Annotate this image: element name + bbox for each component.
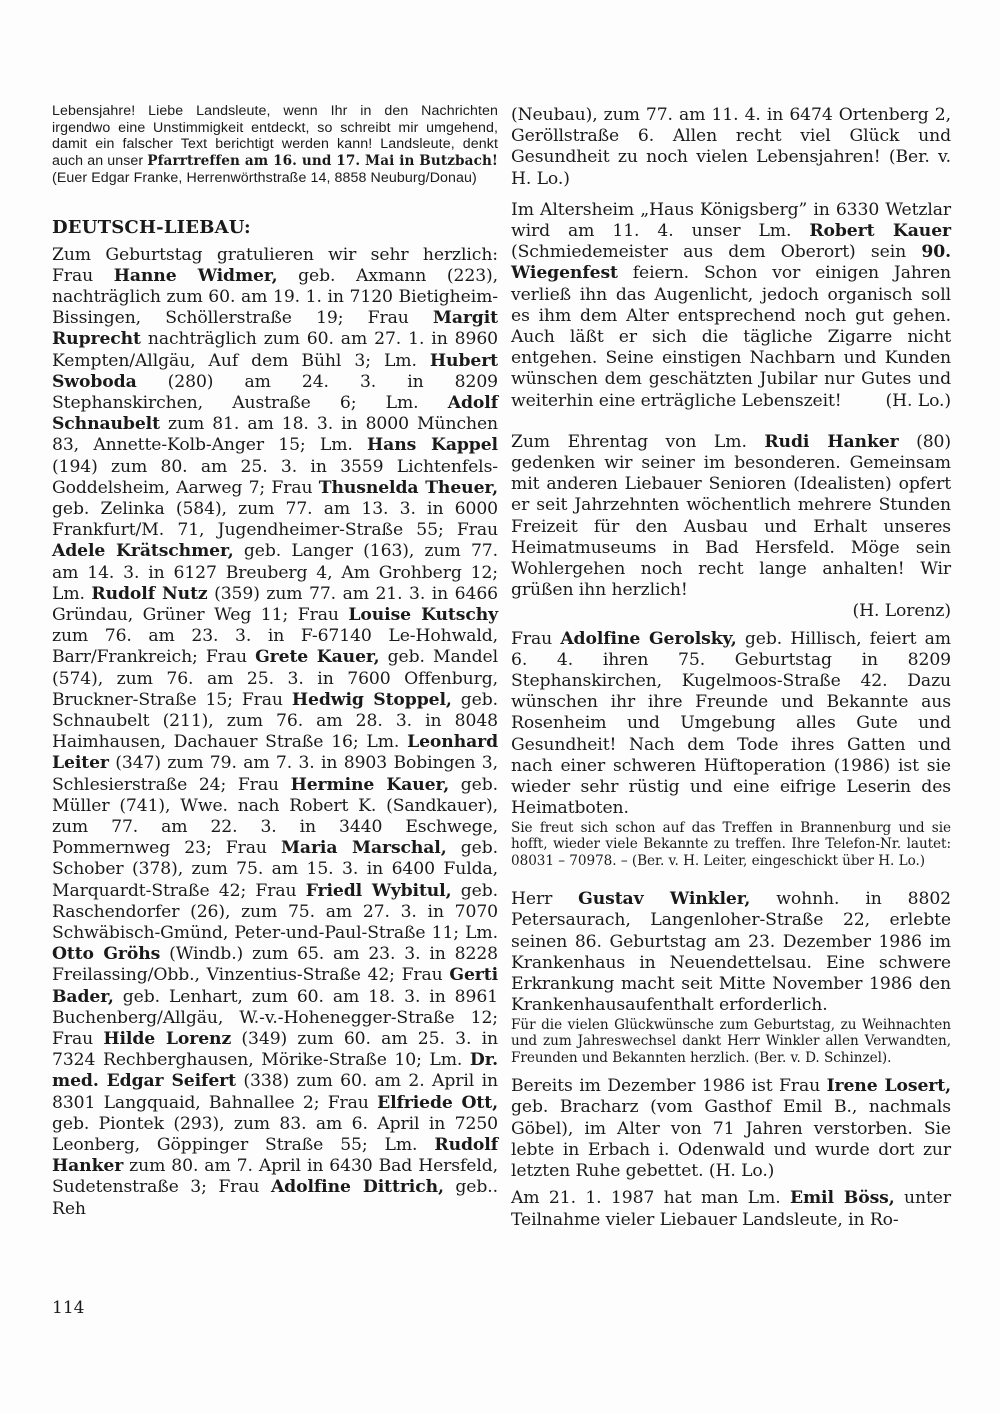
text: geb. Müller (741), Wwe. nach Robert K. (Sandkauer), zum 77. am 22. 3. in 3440 Eschwege, Pommernweg 23; Frau xyxy=(52,774,498,859)
text: wohnh. in 8802 Petersaurach, Langenloher-Straße 22, erlebte seinen 86. Geburtstag am 23. Dezember 1986 im Krankenhaus in Neuendettelsau. Eine schwere Erkrankung macht seit Mitte November 1986 den Krankenhausaufenthalt erforderlich. xyxy=(511,889,951,1016)
person-name: Hans Kappel xyxy=(367,435,498,456)
text: geb. Zelinka (584), zum 77. am 13. 3. in 6000 Frankfurt/M. 71, Jugendheimer-Straße 55; Frau xyxy=(52,498,498,541)
text: nachträglich zum 60. am 27. 1. in 8960 Kempten/Allgäu, Auf dem Bühl 3; Lm. xyxy=(52,329,498,371)
person-name: Adolfine Gerolsky, xyxy=(560,628,737,649)
text: (359) zum 77. am 21. 3. in 6466 Gründau, Grüner Weg 11; Frau xyxy=(52,583,498,625)
person-name: Rudi Hanker xyxy=(764,431,899,452)
text: Herr xyxy=(511,889,579,910)
signature: (H. Lo.) xyxy=(885,390,951,411)
losert-paragraph xyxy=(511,1076,951,1182)
signature: (H. Lorenz) xyxy=(852,601,951,622)
person-name: Otto Gröhs xyxy=(52,944,161,965)
hanker-paragraph xyxy=(511,432,951,623)
person-name: Friedl Wybitul, xyxy=(305,880,452,901)
text: geb. Piontek (293), zum 83. am 6. April in 7250 Leonberg, Göppinger Straße 55; Lm. xyxy=(52,1113,498,1156)
person-name: Leonhard Leiter xyxy=(52,732,498,774)
text: Zum Geburtstag gratulieren wir sehr herzlich: Frau xyxy=(52,244,498,286)
text: (338) zum 60. am 2. April in 8301 Langquaid, Bahnallee 2; Frau xyxy=(52,1071,498,1113)
text: zum 76. am 23. 3. in F-67140 Le-Hohwald, Barr/Frankreich; Frau xyxy=(52,626,498,668)
person-name: Irene Losert, xyxy=(826,1076,951,1097)
text: Bereits im Dezember 1986 ist Frau xyxy=(511,1076,827,1097)
person-name: Robert Kauer xyxy=(809,221,951,242)
person-name: Adolfine Dittrich, xyxy=(270,1177,444,1198)
person-name: Hilde Lorenz xyxy=(103,1029,232,1050)
text: (347) zum 79. am 7. 3. in 8903 Bobingen 3, Schlesierstraße 24; Frau xyxy=(52,753,498,795)
section-heading: DEUTSCH-LIEBAU: xyxy=(52,216,251,238)
text: feiern. Schon vor einigen Jahren verließ ihn das Augenlicht, jedoch organisch soll es ihm dem Alter entsprechend noch gut gehen. Auch läßt er sich die tägliche Zigarre nicht entgehen. Seine einstigen Nachbarn und Kunden wünschen dem geschätzten Jubilar nur Gutes und weiterhin eine erträgliche Lebenszeit! xyxy=(511,263,951,411)
text: geb. Axmann (223), nachträglich zum 60. am 19. 1. in 7120 Bietigheim-Bissingen, Schöllerstraße 19; Frau xyxy=(52,265,498,329)
highlight: 90. Wiegenfest xyxy=(511,242,951,284)
text: geb. Langer (163), zum 77. am 14. 3. in 6127 Breuberg 4, Am Grohberg 12; Lm. xyxy=(52,541,498,604)
person-name: Emil Böss, xyxy=(789,1188,895,1209)
person-name: Maria Marschal, xyxy=(280,838,447,859)
person-name: Dr. med. Edgar Seifert xyxy=(52,1050,498,1092)
person-name: Louise Kutschy xyxy=(348,604,498,625)
signature: (H. Lo.) xyxy=(708,1161,775,1182)
person-name: Gerti Bader, xyxy=(52,965,498,1007)
person-name: Hedwig Stoppel, xyxy=(291,689,452,710)
person-name: Rudolf Hanker xyxy=(52,1135,498,1177)
person-name: Adele Krätschmer, xyxy=(52,541,234,562)
person-name: Grete Kauer, xyxy=(255,647,380,668)
person-name: Elfriede Ott, xyxy=(377,1092,498,1113)
person-name: Thusnelda Theuer, xyxy=(318,477,498,498)
continuation-paragraph: (Neubau), zum 77. am 11. 4. in 6474 Ortenberg 2, Geröllstraße 6. Allen recht viel Glück und Gesundheit zu noch vielen Lebensjahren! (Ber. v. H. Lo.) xyxy=(511,105,951,189)
text: geb. Hillisch, feiert am 6. 4. ihren 75. Geburtstag in 8209 Stephanskirchen, Kugelmoos-Straße 42. Dazu wünschen ihr ihre Freunde und Bekannte aus Rosenheim und Umgebung alles Gute und Gesundheit! Nach dem Tode ihres Gatten und nach einer schweren Hüftoperation (1986) ist sie wieder sehr rüstig und eine eifrige Leserin des Heimatboten. xyxy=(511,628,951,819)
gerolsky-note: Sie freut sich schon auf das Treffen in Brannenburg und sie hofft, wieder viele Bekannte zu treffen. Ihre Telefon-Nr. lautet: 08031 – 70978. – (Ber. v. H. Leiter, eingeschickt über H. Lo.) xyxy=(511,819,951,869)
text: geb. Schober (378), zum 75. am 15. 3. in 6400 Fulda, Marquardt-Straße 42; Frau xyxy=(52,838,498,901)
text: Frau xyxy=(511,628,561,649)
kauer-paragraph xyxy=(511,200,951,412)
text: geb. Raschendorfer (26), zum 75. am 27. 3. in 7070 Schwäbisch-Gmünd, Peter-und-Paul-Straße 11; Lm. xyxy=(52,880,499,944)
text: geb. Mandel (574), zum 76. am 25. 3. in 7600 Offenburg, Bruckner-Straße 15; Frau xyxy=(52,647,499,710)
text: Zum Ehrentag von Lm. xyxy=(511,431,765,452)
text: Im Altersheim „Haus Königsberg” in 6330 Wetzlar wird am 11. 4. unser Lm. xyxy=(511,199,951,242)
person-name: Hubert Swoboda xyxy=(52,350,498,392)
page-number: 114 xyxy=(52,1298,85,1318)
winkler-paragraph xyxy=(511,889,951,1016)
text: (Windb.) zum 65. am 23. 3. in 8228 Freilassing/Obb., Vinzentius-Straße 42; Frau xyxy=(52,944,499,986)
text: unter Teilnahme vieler Liebauer Landsleute, in Ro- xyxy=(511,1188,951,1230)
intro-text: Lebensjahre! Liebe Landsleute, wenn Ihr in den Nachrichten irgendwo eine Unstimmigkeit entdeckt, so schreibt mir umgehend, damit ein falscher Text berichtigt werden kann! Landsleute, denkt auch an unser xyxy=(52,103,498,170)
person-name: Gustav Winkler, xyxy=(578,889,751,910)
text: geb.. Reh xyxy=(52,1177,499,1219)
birthday-list-paragraph xyxy=(52,245,498,1220)
text: (349) zum 60. am 25. 3. in 7324 Rechberghausen, Mörike-Straße 10; Lm. xyxy=(52,1029,498,1071)
text: geb. Schnaubelt (211), zum 76. am 28. 3. in 8048 Haimhausen, Dachauer Straße 16; Lm. xyxy=(52,689,499,753)
text: zum 81. am 18. 3. in 8000 München 83, Annette-Kolb-Anger 15; Lm. xyxy=(52,414,498,456)
winkler-note: Für die vielen Glückwünsche zum Geburtstag, zu Weihnachten und zum Jahreswechsel dankt Herr Winkler allen Verwandten, Freunden und Bekannten herzlich. (Ber. v. D. Schinzel). xyxy=(511,1016,951,1066)
text: geb. Lenhart, zum 60. am 18. 3. in 8961 Buchenberg/Allgäu, W.-v.-Hohenegger-Straße 12; Frau xyxy=(52,986,498,1050)
text: geb. Bracharz (vom Gasthof Emil B., nachmals Göbel), im Alter von 71 Jahren verstorben. Sie lebte in Erbach i. Odenwald und wurde dort zur letzten Ruhe gebettet. xyxy=(511,1097,951,1182)
person-name: Hermine Kauer, xyxy=(290,774,450,795)
intro-signature: (Euer Edgar Franke, Herrenwörthstraße 14, 8858 Neuburg/Donau) xyxy=(52,169,477,186)
person-name: Margit Ruprecht xyxy=(52,308,498,350)
right-column xyxy=(511,105,951,1231)
gerolsky-paragraph xyxy=(511,629,951,820)
intro-highlight: Pfarrtreffen am 16. und 17. Mai in Butzbach! xyxy=(147,153,498,170)
person-name: Adolf Schnaubelt xyxy=(52,392,498,435)
text: (80) gedenken wir seiner im besonderen. Gemeinsam mit anderen Liebauer Senioren (Idealisten) opfert er seit Jahrzehnten wöchentlich mehrere Stunden Freizeit für den Ausbau und Erhalt unseres Heimatmuseums in Bad Hersfeld. Möge sein Wohlergehen noch recht lange anhalten! Wir grüßen ihn herzlich! xyxy=(511,431,952,601)
person-name: Rudolf Nutz xyxy=(91,583,208,604)
left-column xyxy=(52,103,498,1220)
text: (Schmiedemeister aus dem Oberort) sein xyxy=(511,242,922,263)
text: zum 80. am 7. April in 6430 Bad Hersfeld, Sudetenstraße 3; Frau xyxy=(52,1156,498,1198)
text: (194) zum 80. am 25. 3. in 3559 Lichtenfels-Goddelsheim, Aarweg 7; Frau xyxy=(52,456,498,498)
boess-paragraph xyxy=(511,1188,951,1230)
text: Am 21. 1. 1987 hat man Lm. xyxy=(511,1188,790,1209)
person-name: Hanne Widmer, xyxy=(113,265,278,286)
intro-paragraph xyxy=(52,103,498,187)
text: (280) am 24. 3. in 8209 Stephanskirchen, Austraße 6; Lm. xyxy=(52,371,498,413)
